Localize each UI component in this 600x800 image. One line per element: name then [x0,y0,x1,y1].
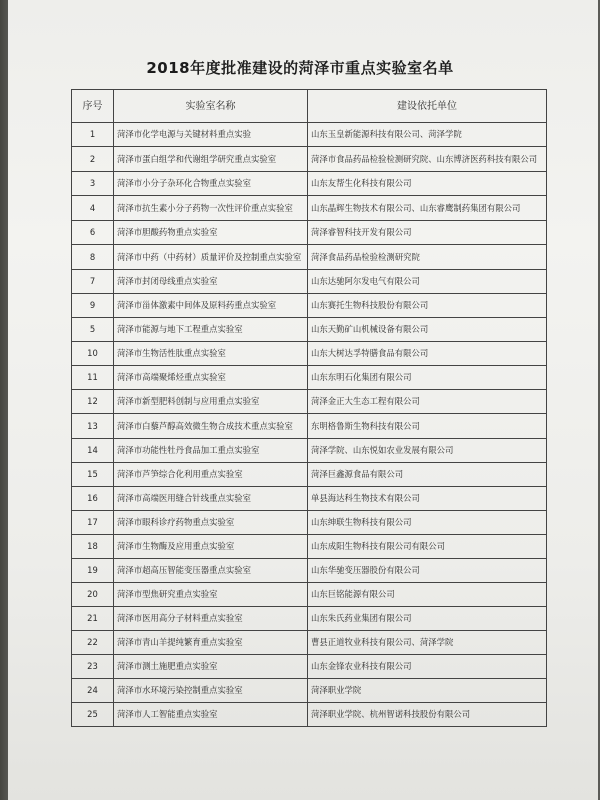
cell-serial-number: 21 [72,607,114,631]
cell-host-unit: 菏泽食品药品检验检测研究院 [308,245,547,270]
cell-host-unit: 山东金锋农业科技有限公司 [308,655,547,679]
table-row [72,511,547,535]
document-title: 2018年度批准建设的菏泽市重点实验室名单 [146,59,454,77]
table-row [72,366,547,390]
table-row [72,147,547,172]
cell-host-unit: 山东朱氏药业集团有限公司 [308,607,547,631]
cell-serial-number: 9 [72,294,114,318]
table-row [72,221,547,245]
cell-host-unit: 山东达驰阿尔发电气有限公司 [308,270,547,294]
cell-lab-name: 菏泽市眼科诊疗药物重点实验室 [114,511,308,535]
cell-host-unit: 单县海达科生物技术有限公司 [308,487,547,511]
header-host-unit: 建设依托单位 [308,90,547,123]
cell-lab-name: 菏泽市高端聚烯烃重点实验室 [114,366,308,390]
cell-serial-number: 16 [72,487,114,511]
cell-host-unit: 山东绅联生物科技有限公司 [308,511,547,535]
cell-lab-name: 菏泽市中药（中药材）质量评价及控制重点实验室 [114,245,308,270]
cell-host-unit: 菏泽职业学院、杭州智诺科技股份有限公司 [308,703,547,727]
table-row [72,342,547,366]
cell-lab-name: 菏泽市测土施肥重点实验室 [114,655,308,679]
cell-serial-number: 15 [72,463,114,487]
cell-serial-number: 19 [72,559,114,583]
cell-lab-name: 菏泽市青山羊提纯繁育重点实验室 [114,631,308,655]
cell-serial-number: 22 [72,631,114,655]
header-lab-name: 实验室名称 [114,90,308,123]
table-row [72,196,547,221]
table-row [72,414,547,439]
cell-host-unit: 山东晶辉生物技术有限公司、山东睿鹰制药集团有限公司 [308,196,547,221]
cell-serial-number: 11 [72,366,114,390]
cell-host-unit: 菏泽学院、山东悦如农业发展有限公司 [308,439,547,463]
cell-serial-number: 23 [72,655,114,679]
table-row [72,439,547,463]
cell-lab-name: 菏泽市小分子杂环化合物重点实验室 [114,172,308,196]
cell-host-unit: 菏泽巨鑫源食品有限公司 [308,463,547,487]
table-row [72,655,547,679]
cell-lab-name: 菏泽市超高压智能变压器重点实验室 [114,559,308,583]
table-row [72,463,547,487]
cell-lab-name: 菏泽市化学电源与关键材料重点实验 [114,123,308,147]
cell-serial-number: 17 [72,511,114,535]
cell-lab-name: 菏泽市医用高分子材料重点实验室 [114,607,308,631]
table-row [72,607,547,631]
cell-host-unit: 山东成阳生物科技有限公司有限公司 [308,535,547,559]
cell-host-unit: 山东巨铭能源有限公司 [308,583,547,607]
cell-lab-name: 菏泽市人工智能重点实验室 [114,703,308,727]
cell-lab-name: 菏泽市水环境污染控制重点实验室 [114,679,308,703]
laboratory-table [71,89,547,727]
cell-host-unit: 山东大树达孚特膳食品有限公司 [308,342,547,366]
table-row [72,245,547,270]
cell-serial-number: 20 [72,583,114,607]
cell-host-unit: 菏泽市食品药品检验检测研究院、山东博济医药科技有限公司 [308,147,547,172]
cell-host-unit: 菏泽金正大生态工程有限公司 [308,390,547,414]
table-row [72,172,547,196]
cell-lab-name: 菏泽市新型肥料创制与应用重点实验室 [114,390,308,414]
cell-lab-name: 菏泽市胆酸药物重点实验室 [114,221,308,245]
cell-lab-name: 菏泽市生物活性肽重点实验室 [114,342,308,366]
cell-lab-name: 菏泽市高端医用缝合针线重点实验室 [114,487,308,511]
cell-host-unit: 山东华驰变压器股份有限公司 [308,559,547,583]
cell-host-unit: 山东玉皇新能源科技有限公司、菏泽学院 [308,123,547,147]
header-serial-number: 序号 [72,90,114,123]
cell-host-unit: 山东友帮生化科技有限公司 [308,172,547,196]
cell-serial-number: 3 [72,172,114,196]
cell-serial-number: 4 [72,196,114,221]
cell-serial-number: 1 [72,123,114,147]
cell-lab-name: 菏泽市封闭母线重点实验室 [114,270,308,294]
cell-host-unit: 菏泽职业学院 [308,679,547,703]
cell-serial-number: 10 [72,342,114,366]
cell-serial-number: 24 [72,679,114,703]
table-row [72,318,547,342]
cell-lab-name: 菏泽市甾体激素中间体及原料药重点实验室 [114,294,308,318]
cell-host-unit: 山东赛托生物科技股份有限公司 [308,294,547,318]
cell-lab-name: 菏泽市抗生素小分子药物一次性评价重点实验室 [114,196,308,221]
table-row [72,390,547,414]
cell-lab-name: 菏泽市功能性牡丹食品加工重点实验室 [114,439,308,463]
cell-serial-number: 18 [72,535,114,559]
cell-serial-number: 12 [72,390,114,414]
table-header-row [72,90,547,123]
cell-serial-number: 8 [72,245,114,270]
table-body [72,123,547,727]
table-row [72,123,547,147]
cell-host-unit: 曹县正道牧业科技有限公司、菏泽学院 [308,631,547,655]
cell-lab-name: 菏泽市型焦研究重点实验室 [114,583,308,607]
table-row [72,703,547,727]
cell-host-unit: 菏泽睿智科技开发有限公司 [308,221,547,245]
table-row [72,631,547,655]
cell-host-unit: 东明格鲁斯生物科技有限公司 [308,414,547,439]
cell-serial-number: 7 [72,270,114,294]
table-row [72,535,547,559]
cell-host-unit: 山东东明石化集团有限公司 [308,366,547,390]
cell-serial-number: 25 [72,703,114,727]
cell-serial-number: 5 [72,318,114,342]
table-row [72,270,547,294]
table-row [72,487,547,511]
cell-lab-name: 菏泽市芦笋综合化利用重点实验室 [114,463,308,487]
cell-lab-name: 菏泽市能源与地下工程重点实验室 [114,318,308,342]
cell-serial-number: 14 [72,439,114,463]
cell-lab-name: 菏泽市白藜芦醇高效微生物合成技术重点实验室 [114,414,308,439]
cell-serial-number: 13 [72,414,114,439]
cell-serial-number: 2 [72,147,114,172]
table-row [72,583,547,607]
cell-lab-name: 菏泽市蛋白组学和代谢组学研究重点实验室 [114,147,308,172]
cell-host-unit: 山东天勤矿山机械设备有限公司 [308,318,547,342]
table-row [72,679,547,703]
cell-serial-number: 6 [72,221,114,245]
table-row [72,294,547,318]
cell-lab-name: 菏泽市生物酶及应用重点实验室 [114,535,308,559]
table-row [72,559,547,583]
